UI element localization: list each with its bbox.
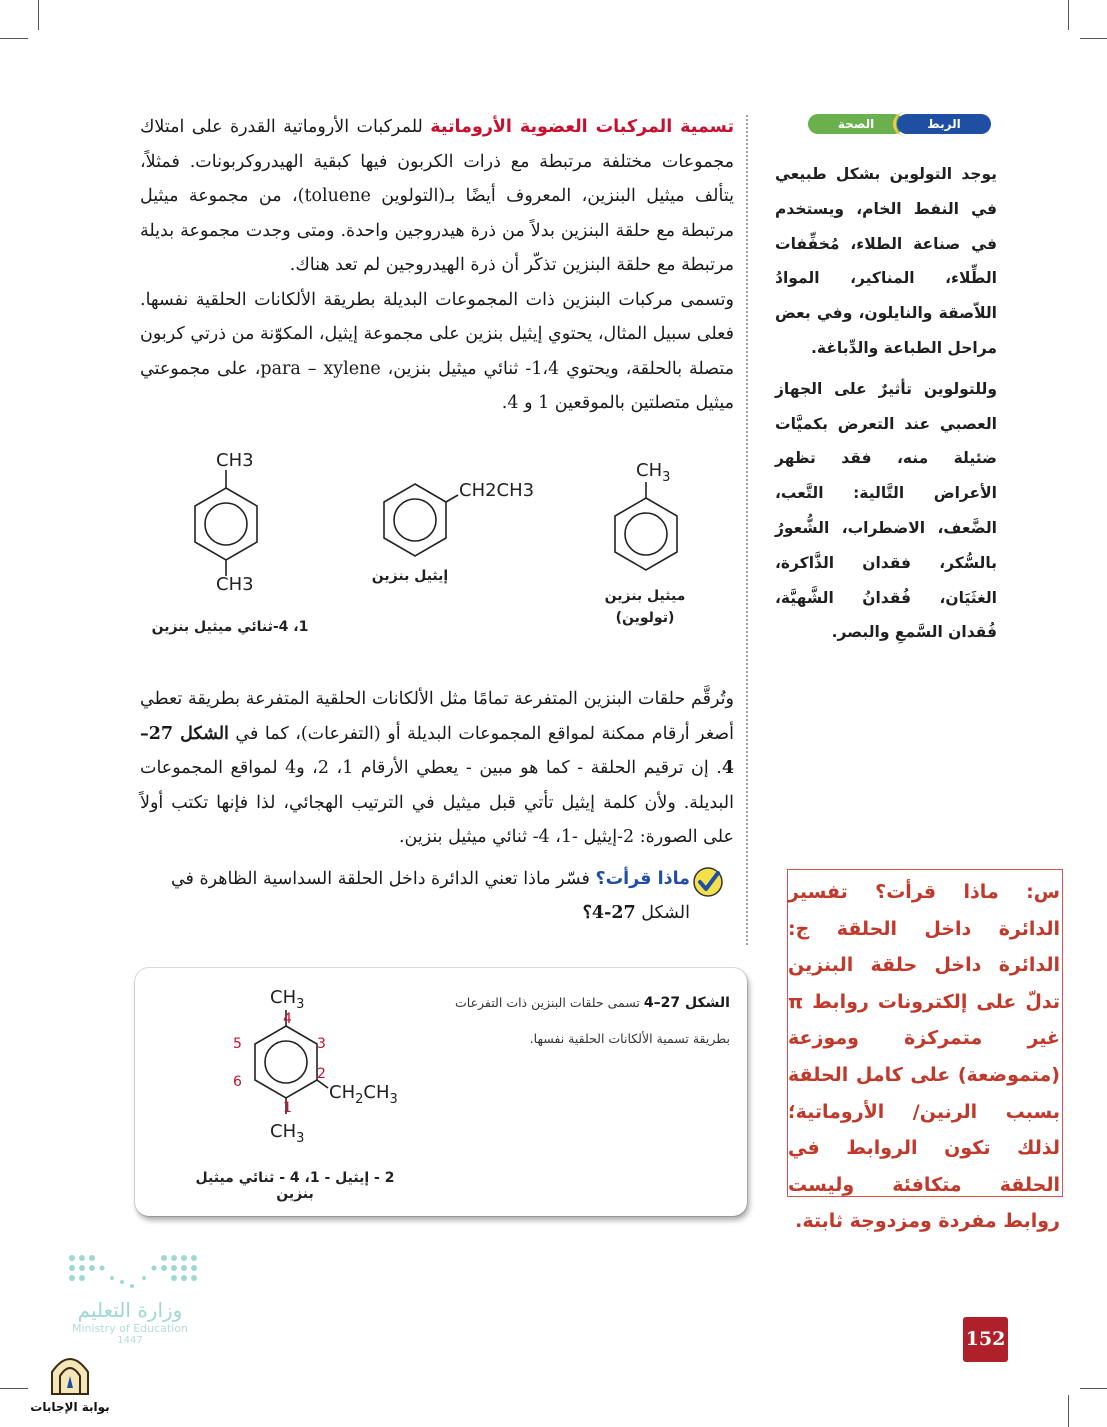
paragraph-2: وتسمى مركبات البنزين ذات المجموعات البديلة بطريقة الألكانات الحلقية نفسها. فعلى سبيل المثال، يحتوي إيثيل بنزين على مجموعة إيثيل، المكوّنة من ذرتي كربون متصلة بالحلقة، ويحتوي 1،4- ثنائي ميثيل بنزين، para – xylene، على مجموعتي ميثيل متصلتين بالموقعين 1 و 4. — [140, 289, 734, 413]
crop-mark — [1068, 0, 1069, 30]
ministry-english: Ministry of Education — [71, 1322, 188, 1335]
link-tag: الربط — [897, 114, 991, 134]
xylene-name: 1، 4-ثنائي ميثيل بنزين — [151, 619, 309, 635]
xylene-structure — [195, 450, 257, 595]
page-number: 152 — [963, 1317, 1008, 1362]
figure-label: الشكل 27–4 — [643, 995, 730, 1011]
what-read-label: ماذا قرأت؟ — [595, 869, 690, 889]
paragraph-3: وتُرقَّم حلقات البنزين المتفرعة تمامًا مثل الألكانات الحلقية المتفرعة بطريقة تعطي أصغر أرقام ممكنة لمواقع المجموعات البديلة أو (التفرعات)، كما في الشكل 27–4. إن ترقيم الحلقة - كما هو مبين - يعطي الأرقام 1، 2، و4 لمواقع المجموعات البديلة. ولأن كلمة إيثيل تأتي قبل ميثيل في الترتيب الهجائي، لذا فإنها تكتب أولاً على الصورة: 2-إيثيل -1، 4- ثنائي ميثيل بنزين. — [140, 689, 734, 847]
crop-mark — [38, 0, 39, 30]
ministry-dots-icon — [60, 1250, 200, 1292]
crop-mark — [1080, 38, 1107, 39]
answer-box: س: ماذا قرأت؟ تفسير الدائرة داخل الحلقة ج: الدائرة داخل حلقة البنزين تدلّ على إلكترونات روابط π غير متمركزة وموزعة (متموضعة) على كامل الحلقة بسبب الرنين/ الأروماتية؛ لذلك تكون الروابط في الحلقة متكافئة وليست روابط مفردة ومزدوجة ثابتة. — [787, 869, 1063, 1197]
figure-top-group: CH — [270, 987, 297, 1008]
crop-mark — [0, 1388, 28, 1389]
main-text-lower — [140, 682, 734, 855]
figure-compound-name: 2 - إيثيل - 1، 4 - ثنائي ميثيل بنزين — [195, 1170, 395, 1202]
ethylbenzene-name: إيثيل بنزين — [371, 568, 449, 584]
sidebar-paragraph-1: يوجد التولوين بشكل طبيعي في النفط الخام، ويستخدم في صناعة الطلاء، مُخفِّفات الطِّلاء، المناكير، الموادُ اللاّصقة والنايلون، وفي بعض مراحل الطباعة والدِّباغة. — [775, 165, 997, 357]
ethylbenzene-structure — [384, 480, 534, 556]
position-2: 2 — [317, 1066, 326, 1082]
sidebar-text — [775, 157, 997, 656]
checkmark-icon — [692, 866, 724, 898]
position-5: 5 — [233, 1036, 242, 1052]
toluene-group: $CH_3$ — [636, 460, 671, 485]
svg-text:CH3: $CH_3$ — [270, 987, 305, 1012]
xylene-bottom-group: CH3 — [216, 574, 254, 595]
ministry-year: 1447 — [117, 1335, 143, 1346]
toluene-name — [590, 585, 700, 629]
sidebar-paragraph-2: وللتولوين تأثيرٌ على الجهاز العصبي عند التعرض بكميَّات ضئيلة منه، فقد تظهر الأعراض التَّالية: التَّعب، الضَّعف، الاضطراب، الشُّعورُ بالسُّكر، فقدان الذَّاكرة، الغثَيَان، فُقدانُ الشَّهيَّة، فُقدان السَّمعِ والبصر. — [775, 379, 997, 642]
figure-caption: الشكل 27–4 تسمى حلقات البنزين ذات التفرعات بطريقة تسمية الألكانات الحلقية نفسها. — [455, 995, 730, 1046]
position-3: 3 — [317, 1036, 326, 1052]
column-divider — [746, 115, 748, 945]
what-read-box — [140, 862, 690, 930]
portal-label: بوابة الإجابات — [30, 1400, 110, 1414]
paragraph-1-body: للمركبات الأروماتية القدرة على امتلاك مجموعات مختلفة مرتبطة مع ذرات الكربون فيها كبقية الهيدروكربونات. فمثلاً، يتألف ميثيل البنزين، المعروف أيضًا بـ(التولوين toluene)، من مجموعة ميثيل مرتبطة مع حلقة البنزين بدلاً من ذرة هيدروجين واحدة. ومتى وجدت مجموعة بديلة مرتبطة مع حلقة البنزين تذكّر أن ذرة الهيدروجين لم تعد هناك. — [140, 117, 734, 275]
mosque-icon — [48, 1350, 92, 1396]
crop-mark — [0, 38, 28, 39]
ministry-arabic: وزارة التعليم — [77, 1298, 183, 1322]
figure-bottom-group: $CH_3$ — [270, 1121, 305, 1146]
toluene-alt-label: (تولوين) — [615, 610, 675, 626]
section-heading: تسمية المركبات العضوية الأروماتية — [430, 117, 735, 137]
toluene-label: ميثيل بنزين — [604, 588, 686, 604]
position-6: 6 — [233, 1074, 242, 1090]
ethylbenzene-group: CH2CH3 — [459, 480, 535, 501]
crop-mark — [1080, 1388, 1107, 1389]
what-read-figref: 27-4؟ — [582, 903, 636, 923]
figure-reference: الشكل 27–4 — [140, 723, 734, 778]
crescent-icon — [890, 110, 912, 138]
paragraph-1 — [140, 110, 734, 283]
position-4: 4 — [283, 1011, 292, 1027]
toluene-structure — [615, 460, 677, 570]
xylene-top-group: CH3 — [216, 450, 254, 471]
portal-watermark — [30, 1350, 110, 1414]
what-read-question: فسّر ماذا تعني الدائرة داخل الحلقة السداسية الظاهرة في الشكل — [170, 869, 690, 923]
health-tag: الصحة — [808, 114, 904, 134]
figure-side-group: $CH_2CH_3$ — [329, 1082, 398, 1107]
figure-structure — [225, 980, 425, 1150]
ministry-logo — [55, 1250, 205, 1346]
main-text — [140, 110, 734, 421]
position-1: 1 — [283, 1100, 292, 1116]
crop-mark — [1068, 1395, 1069, 1427]
